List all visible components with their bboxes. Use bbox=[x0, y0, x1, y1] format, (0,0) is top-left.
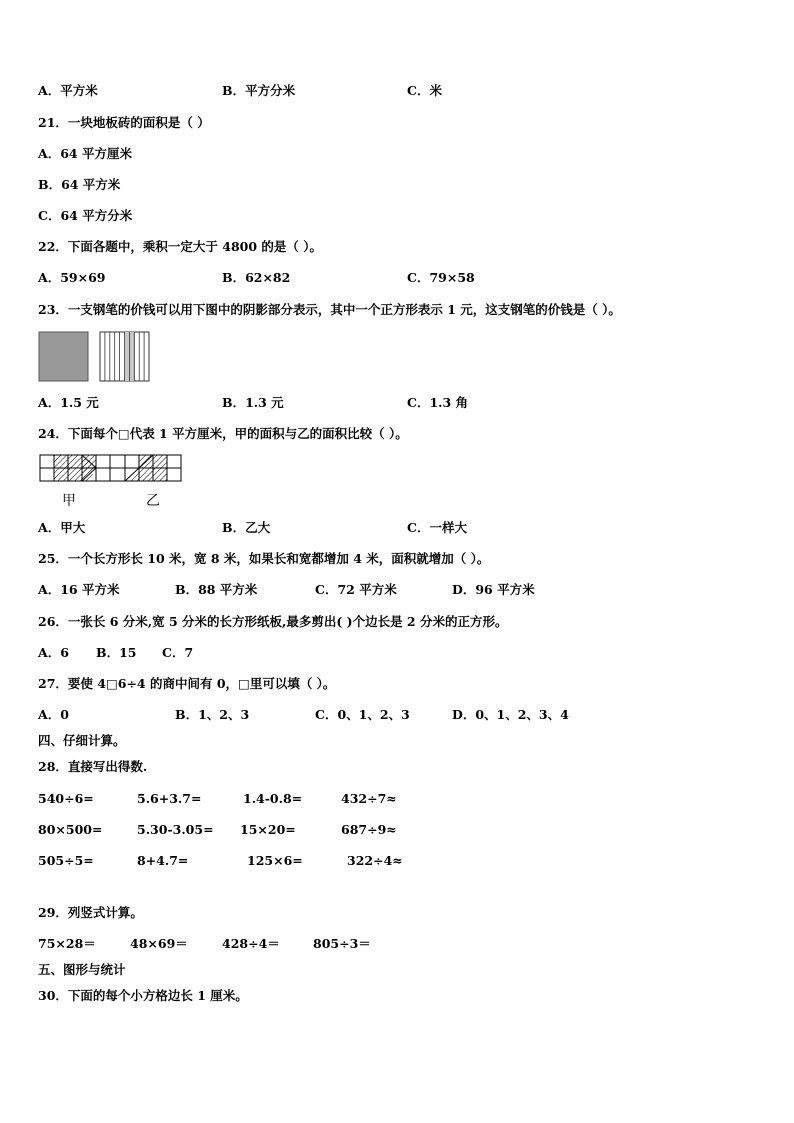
q24-label-yi: 乙 bbox=[146, 493, 160, 509]
q23-option-b: B．1.3 元 bbox=[222, 395, 284, 410]
q26-option-c: C．7 bbox=[162, 645, 194, 660]
q30-stem: 30．下面的每个小方格边长 1 厘米。 bbox=[38, 988, 248, 1003]
q28-expr: 5.6+3.7= bbox=[137, 791, 202, 806]
q22-stem: 22．下面各题中，乘积一定大于 4800 的是（ ）。 bbox=[38, 239, 322, 254]
q27-stem: 27．要使 4□6÷4 的商中间有 0，□里可以填（ ）。 bbox=[38, 676, 336, 691]
q29-stem: 29．列竖式计算。 bbox=[38, 905, 143, 920]
section-5-heading: 五、图形与统计 bbox=[38, 962, 126, 977]
q28-expr: 540÷6= bbox=[38, 791, 94, 806]
q26-stem: 26．一张长 6 分米,宽 5 分米的长方形纸板,最多剪出( )个边长是 2 分米的正方形。 bbox=[38, 614, 508, 629]
q27-option-b: B．1、2、3 bbox=[175, 707, 250, 722]
q28-expr: 322÷4≈ bbox=[347, 853, 403, 868]
q25-option-d: D．96 平方米 bbox=[452, 582, 535, 597]
q26-option-b: B．15 bbox=[96, 645, 137, 660]
q21-option-c: C．64 平方分米 bbox=[38, 208, 133, 223]
q28-expr: 8+4.7= bbox=[137, 853, 189, 868]
q23-full-square-figure bbox=[38, 331, 90, 383]
q28-expr: 505÷5= bbox=[38, 853, 94, 868]
q21-option-b: B．64 平方米 bbox=[38, 177, 121, 192]
q24-option-a: A．甲大 bbox=[38, 520, 86, 535]
q24-option-b: B．乙大 bbox=[222, 520, 271, 535]
q25-option-b: B．88 平方米 bbox=[175, 582, 258, 597]
q24-option-c: C．一样大 bbox=[407, 520, 467, 535]
q20-option-b: B．平方分米 bbox=[222, 83, 296, 98]
q23-option-c: C．1.3 角 bbox=[407, 395, 469, 410]
q28-expr: 1.4-0.8= bbox=[243, 791, 303, 806]
q27-option-a: A．0 bbox=[38, 707, 69, 722]
q28-expr: 15×20= bbox=[240, 822, 296, 837]
q21-stem: 21．一块地板砖的面积是（ ） bbox=[38, 115, 210, 130]
q22-option-b: B．62×82 bbox=[222, 270, 291, 285]
q25-stem: 25．一个长方形长 10 米，宽 8 米，如果长和宽都增加 4 米，面积就增加（ ）。 bbox=[38, 551, 490, 566]
q20-option-a: A．平方米 bbox=[38, 83, 98, 98]
q28-expr: 125×6= bbox=[247, 853, 303, 868]
q28-expr: 687÷9≈ bbox=[341, 822, 397, 837]
q23-stem: 23．一支钢笔的价钱可以用下图中的阴影部分表示，其中一个正方形表示 1 元，这支钢笔的价钱是（ ）。 bbox=[38, 302, 621, 317]
q24-grid-figure bbox=[39, 454, 185, 484]
section-4-heading: 四、仔细计算。 bbox=[38, 733, 126, 748]
q21-option-a: A．64 平方厘米 bbox=[38, 146, 132, 161]
q25-option-a: A．16 平方米 bbox=[38, 582, 120, 597]
q24-stem: 24．下面每个□代表 1 平方厘米，甲的面积与乙的面积比较（ ）。 bbox=[38, 426, 408, 441]
q23-option-a: A．1.5 元 bbox=[38, 395, 99, 410]
q26-option-a: A．6 bbox=[38, 645, 69, 660]
q28-expr: 80×500= bbox=[38, 822, 103, 837]
q25-option-c: C．72 平方米 bbox=[315, 582, 397, 597]
q29-item: 75×28＝ bbox=[38, 936, 96, 951]
q29-item: 428÷4＝ bbox=[222, 936, 280, 951]
q27-option-c: C．0、1、2、3 bbox=[315, 707, 410, 722]
q29-item: 805÷3＝ bbox=[313, 936, 371, 951]
q27-option-d: D．0、1、2、3、4 bbox=[452, 707, 569, 722]
q29-item: 48×69＝ bbox=[130, 936, 188, 951]
q28-expr: 432÷7≈ bbox=[341, 791, 397, 806]
q23-striped-square-figure bbox=[99, 331, 151, 383]
q22-option-a: A．59×69 bbox=[38, 270, 106, 285]
q28-stem: 28．直接写出得数. bbox=[38, 759, 148, 774]
q24-label-jia: 甲 bbox=[62, 493, 76, 509]
q22-option-c: C．79×58 bbox=[407, 270, 475, 285]
q28-expr: 5.30-3.05= bbox=[137, 822, 214, 837]
q20-option-c: C．米 bbox=[407, 83, 442, 98]
